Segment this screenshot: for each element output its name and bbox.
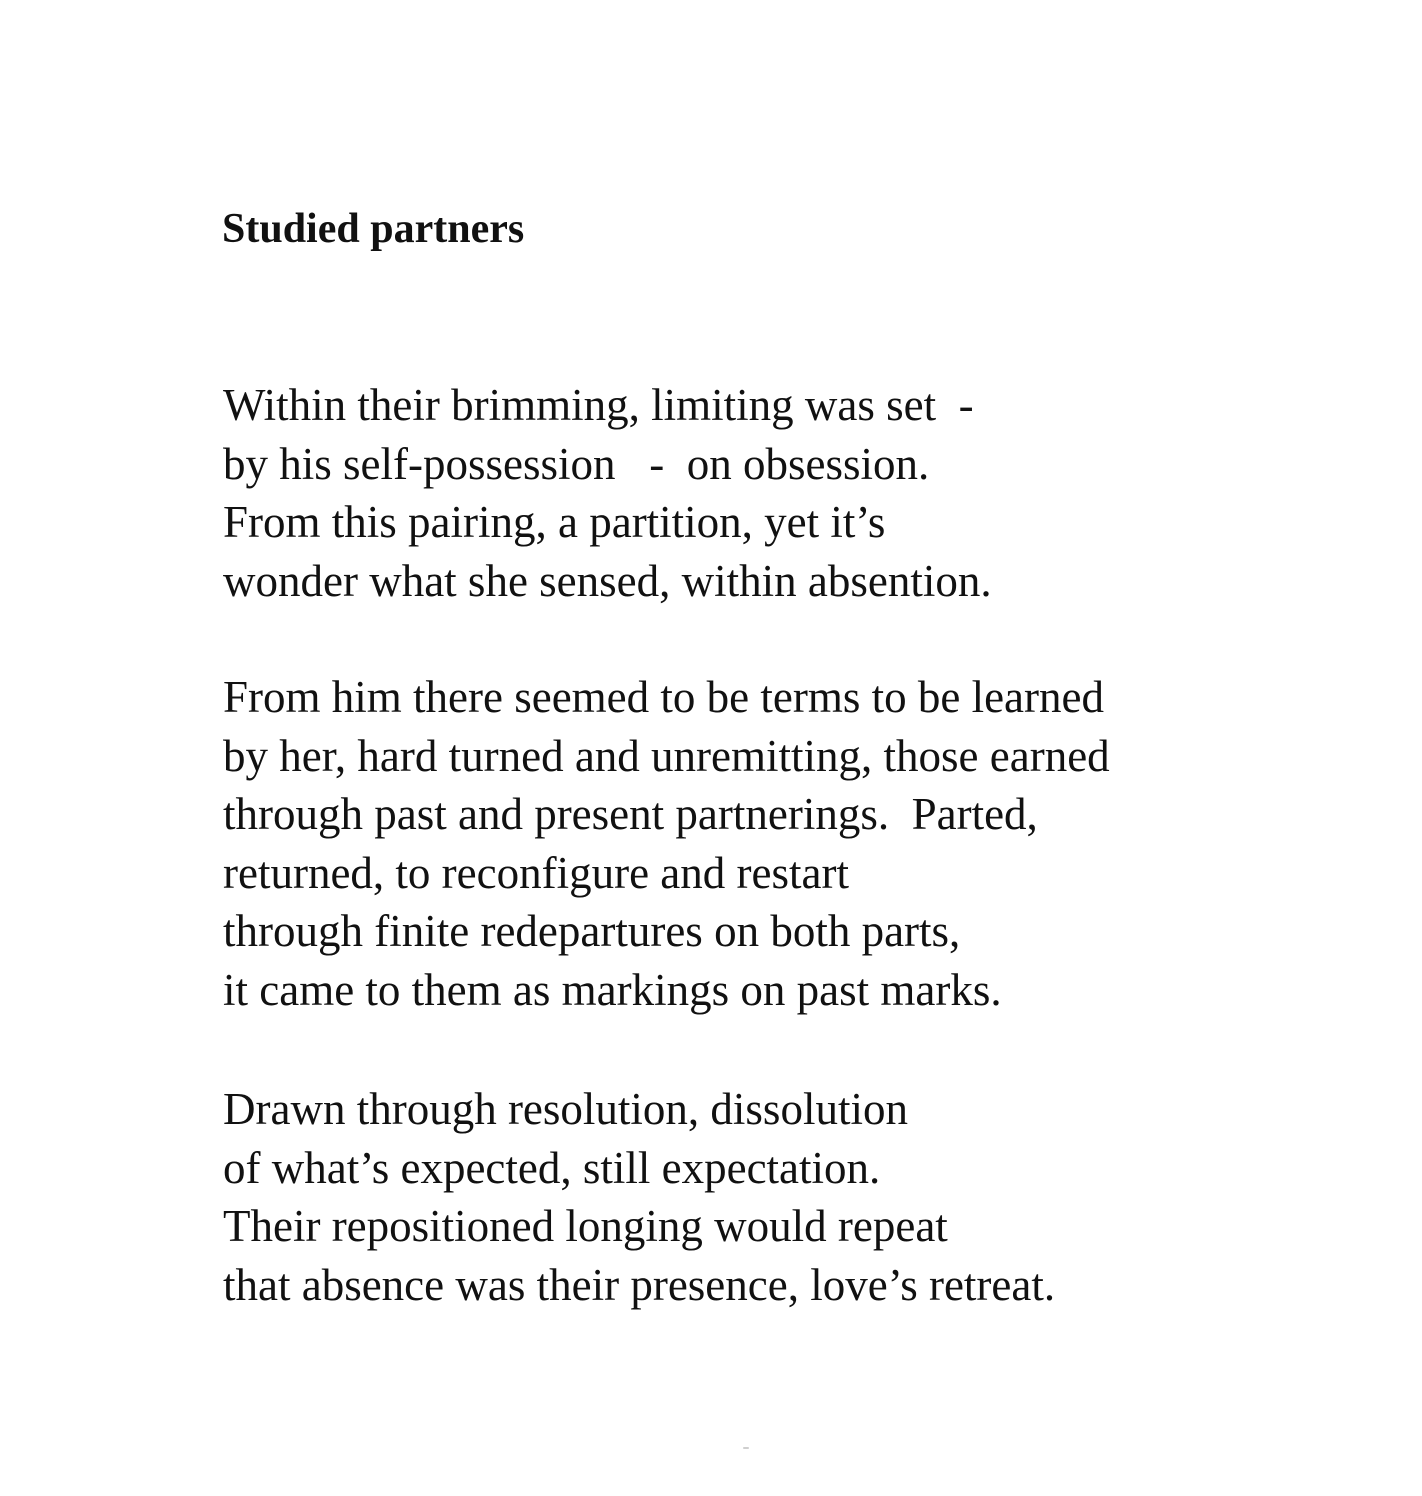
- poem-line: by his self-possession - on obsession.: [223, 438, 930, 489]
- stanza-2: [223, 668, 1110, 1019]
- poem-line: of what’s expected, still expectation.: [223, 1142, 881, 1193]
- scan-speck: [743, 1447, 749, 1449]
- poem-line: Within their brimming, limiting was set -: [223, 380, 974, 430]
- stanza-3: [223, 1080, 1055, 1314]
- poem-line: through past and present partnerings. Parted,: [223, 789, 1038, 839]
- poem-line: by her, hard turned and unremitting, those earned: [223, 730, 1110, 781]
- poem-line: that absence was their presence, love’s retreat.: [223, 1259, 1056, 1310]
- poem-title: Studied partners: [222, 206, 525, 252]
- poem-line: it came to them as markings on past marks.: [223, 964, 1002, 1015]
- poem-line: Their repositioned longing would repeat: [223, 1201, 948, 1251]
- poem-line: returned, to reconfigure and restart: [223, 847, 849, 898]
- poem-line: wonder what she sensed, within absention.: [223, 555, 992, 606]
- poem-line: Drawn through resolution, dissolution: [223, 1084, 908, 1134]
- poem-line: From this pairing, a partition, yet it’s: [223, 497, 886, 547]
- stanza-1: [223, 376, 992, 610]
- poem-line: through finite redepartures on both parts,: [223, 906, 961, 956]
- poem-line: From him there seemed to be terms to be learned: [223, 672, 1104, 722]
